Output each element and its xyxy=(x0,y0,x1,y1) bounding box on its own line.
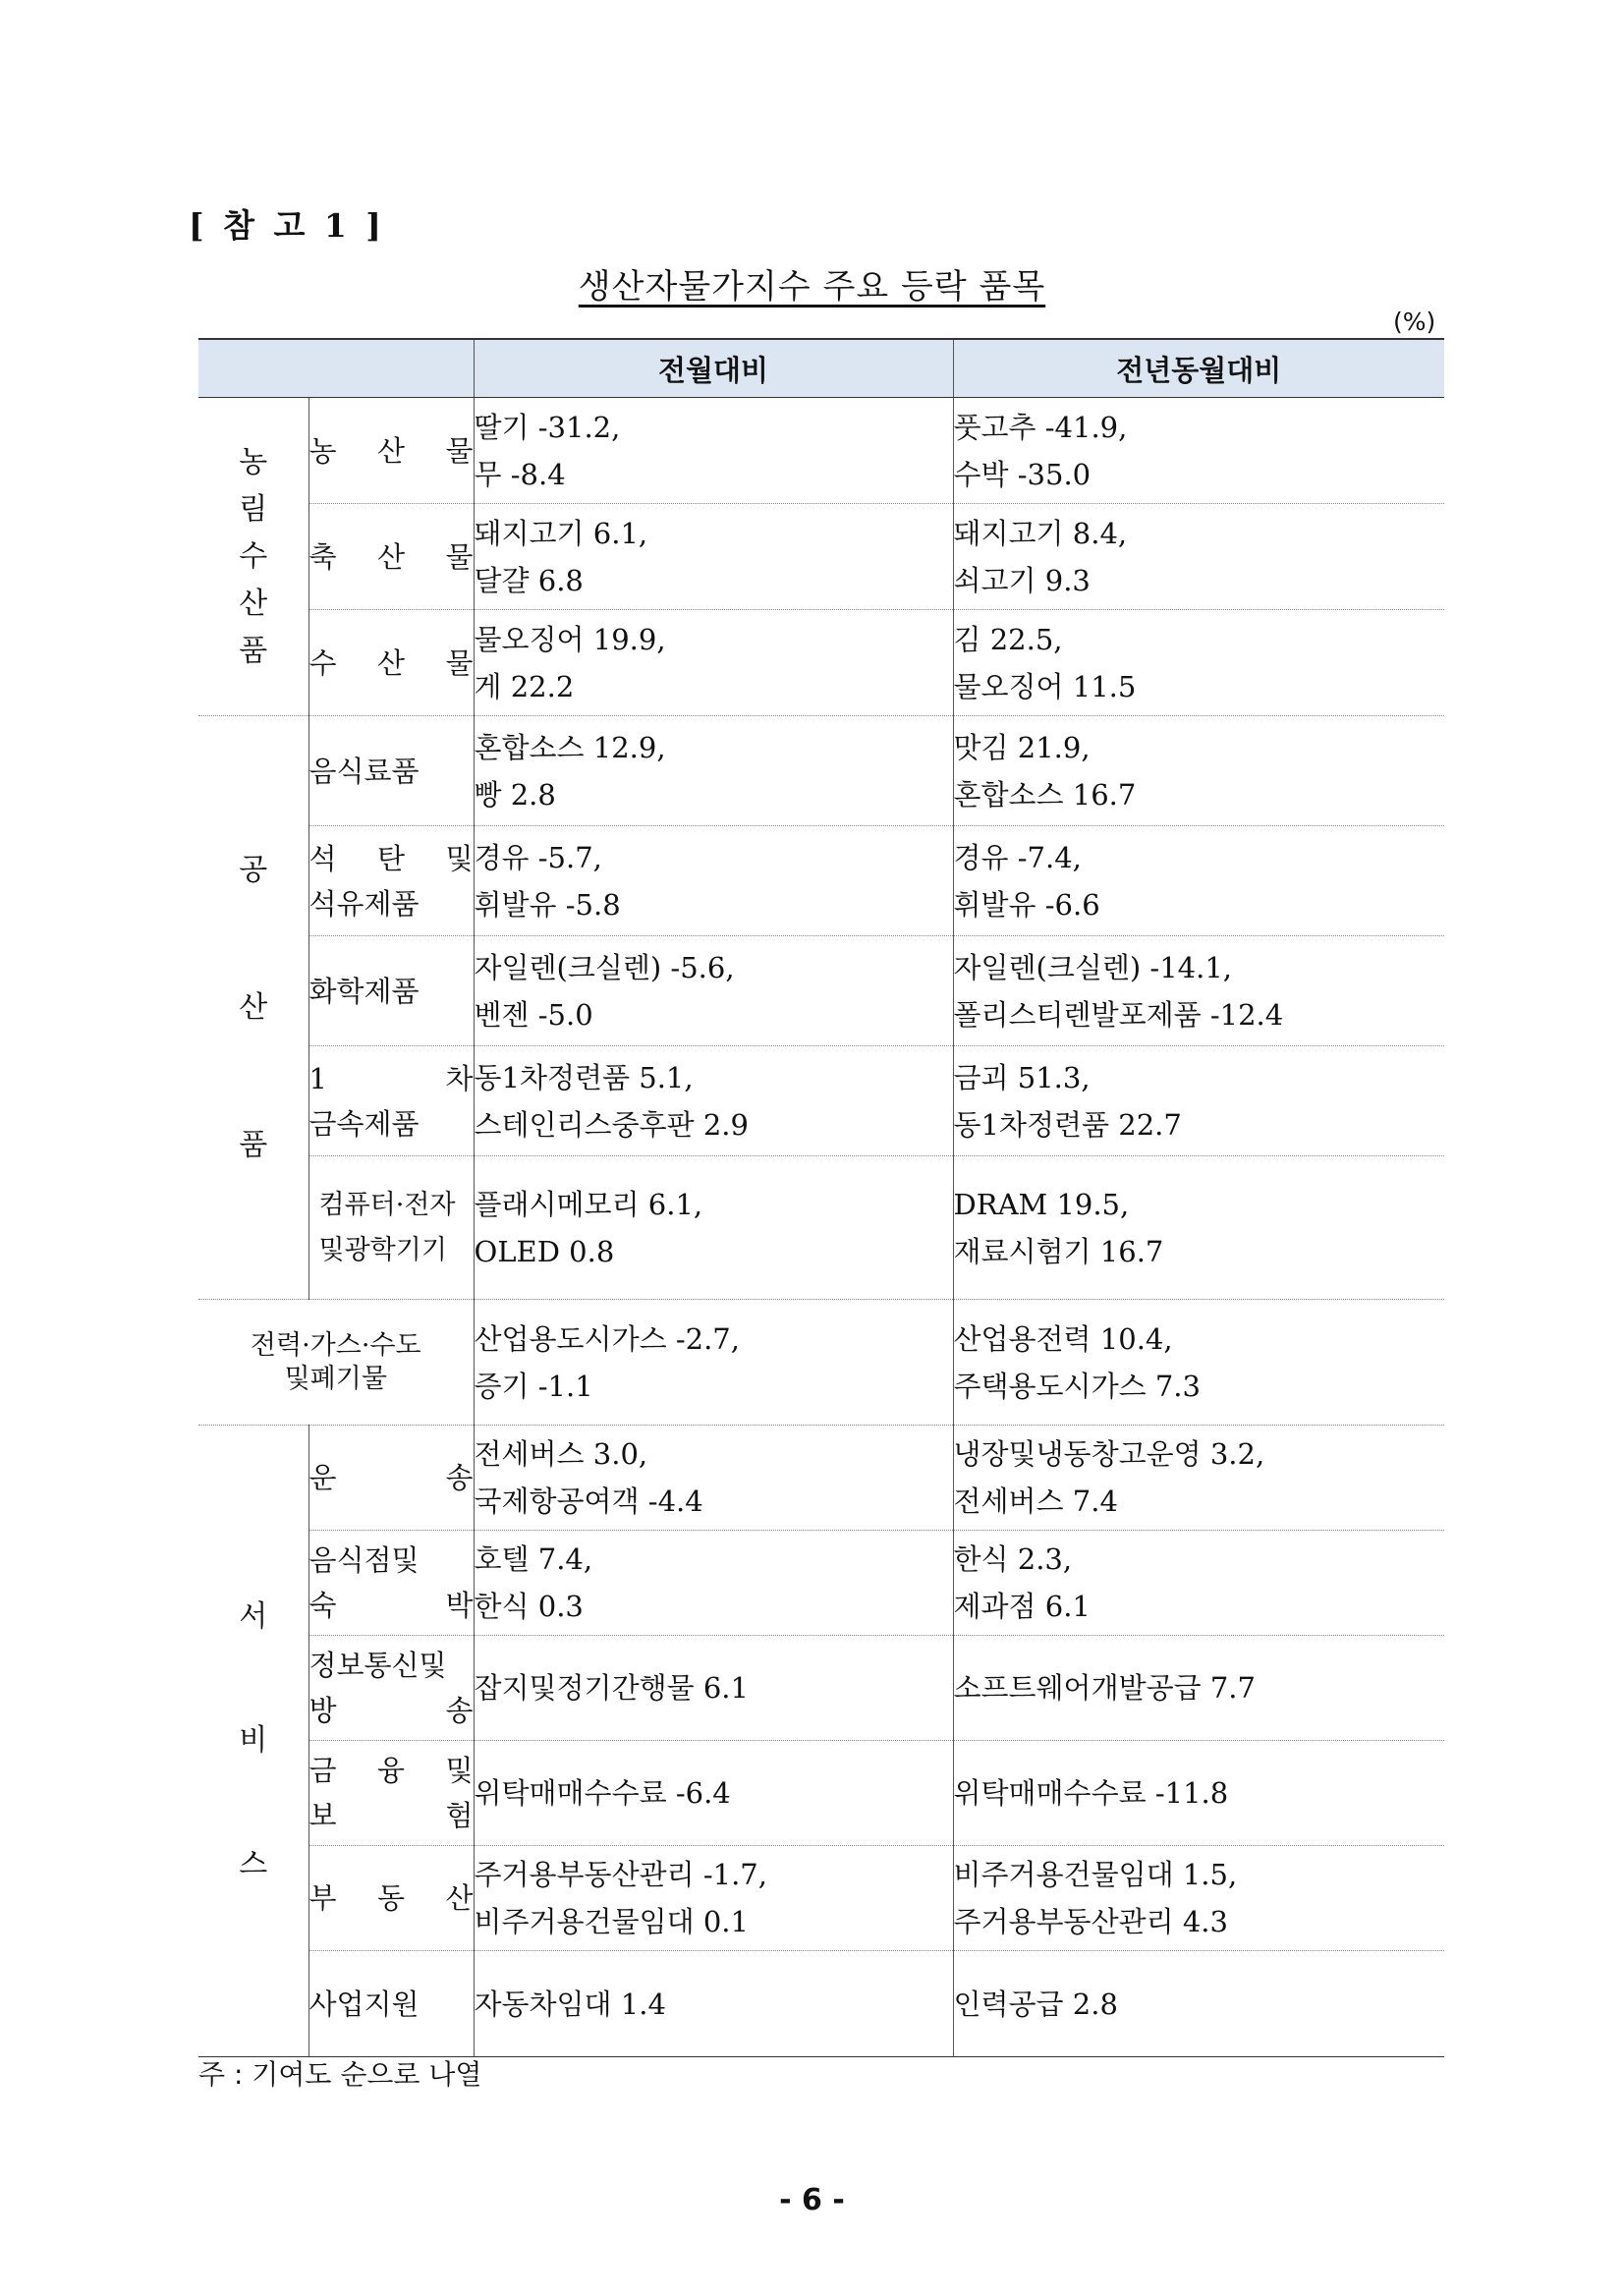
row-label: 음식점및 숙 박 xyxy=(308,1531,474,1636)
group-label-agri: 농 림 수 산 품 xyxy=(198,398,308,716)
mom-cell: 위탁매매수수료 -6.4 xyxy=(474,1741,953,1846)
yoy-cell: 자일렌(크실렌) -14.1, 폴리스티렌발포제품 -12.4 xyxy=(953,936,1444,1046)
mom-cell: 돼지고기 6.1, 달걀 6.8 xyxy=(474,504,953,610)
table-row xyxy=(198,610,1444,716)
row-label: 정보통신및 방 송 xyxy=(308,1636,474,1741)
yoy-cell: 경유 -7.4, 휘발유 -6.6 xyxy=(953,826,1444,936)
yoy-cell: 냉장및냉동창고운영 3.2, 전세버스 7.4 xyxy=(953,1426,1444,1531)
row-label: 금 융 및 보 험 xyxy=(308,1741,474,1846)
table-row xyxy=(198,1636,1444,1741)
group-label-elec: 전력·가스·수도 및폐기물 xyxy=(198,1300,474,1426)
yoy-cell: 산업용전력 10.4, 주택용도시가스 7.3 xyxy=(953,1300,1444,1426)
table-row xyxy=(198,1046,1444,1156)
page-number: - 6 - xyxy=(779,2183,845,2217)
table-row xyxy=(198,1300,1444,1426)
table-row xyxy=(198,716,1444,826)
mom-cell: 잡지및정기간행물 6.1 xyxy=(474,1636,953,1741)
group-label-industry: 공 산 품 xyxy=(198,716,308,1300)
table-row xyxy=(198,1741,1444,1846)
table-row xyxy=(198,1531,1444,1636)
yoy-cell: 위탁매매수수료 -11.8 xyxy=(953,1741,1444,1846)
table-row xyxy=(198,1156,1444,1300)
yoy-cell: 맛김 21.9, 혼합소스 16.7 xyxy=(953,716,1444,826)
row-label: 부 동 산 xyxy=(308,1846,474,1951)
page-title xyxy=(0,259,1624,308)
mom-cell: 딸기 -31.2, 무 -8.4 xyxy=(474,398,953,504)
page-title-text: 생산자물가지수 주요 등락 품목 xyxy=(578,267,1046,307)
group-label-service: 서 비 스 xyxy=(198,1426,308,2057)
header-mom: 전월대비 xyxy=(474,339,953,398)
footnote: 주 : 기여도 순으로 나열 xyxy=(198,2058,482,2091)
row-label: 축 산 물 xyxy=(308,504,474,610)
yoy-cell: 비주거용건물임대 1.5, 주거용부동산관리 4.3 xyxy=(953,1846,1444,1951)
yoy-cell: 소프트웨어개발공급 7.7 xyxy=(953,1636,1444,1741)
yoy-cell: 인력공급 2.8 xyxy=(953,1951,1444,2057)
mom-cell: 혼합소스 12.9, 빵 2.8 xyxy=(474,716,953,826)
mom-cell: 호텔 7.4, 한식 0.3 xyxy=(474,1531,953,1636)
table-row xyxy=(198,504,1444,610)
yoy-cell: 금괴 51.3, 동1차정련품 22.7 xyxy=(953,1046,1444,1156)
row-label: 수 산 물 xyxy=(308,610,474,716)
table-row xyxy=(198,826,1444,936)
row-label: 음식료품 xyxy=(308,716,474,826)
mom-cell: 물오징어 19.9, 게 22.2 xyxy=(474,610,953,716)
yoy-cell: 김 22.5, 물오징어 11.5 xyxy=(953,610,1444,716)
mom-cell: 주거용부동산관리 -1.7, 비주거용건물임대 0.1 xyxy=(474,1846,953,1951)
mom-cell: 산업용도시가스 -2.7, 증기 -1.1 xyxy=(474,1300,953,1426)
row-label: 농 산 물 xyxy=(308,398,474,504)
mom-cell: 경유 -5.7, 휘발유 -5.8 xyxy=(474,826,953,936)
row-label: 1 차 금속제품 xyxy=(308,1046,474,1156)
row-label: 사업지원 xyxy=(308,1951,474,2057)
yoy-cell: DRAM 19.5, 재료시험기 16.7 xyxy=(953,1156,1444,1300)
mom-cell: 전세버스 3.0, 국제항공여객 -4.4 xyxy=(474,1426,953,1531)
table-row xyxy=(198,1426,1444,1531)
yoy-cell: 돼지고기 8.4, 쇠고기 9.3 xyxy=(953,504,1444,610)
row-label: 화학제품 xyxy=(308,936,474,1046)
yoy-cell: 한식 2.3, 제과점 6.1 xyxy=(953,1531,1444,1636)
reference-label: [ 참 고 1 ] xyxy=(189,206,385,245)
table-row xyxy=(198,1846,1444,1951)
row-label: 석 탄 및 석유제품 xyxy=(308,826,474,936)
table-header-row xyxy=(198,339,1444,398)
row-label: 컴퓨터·전자 및광학기기 xyxy=(308,1156,474,1300)
row-label: 운 송 xyxy=(308,1426,474,1531)
price-change-table xyxy=(198,338,1444,2057)
header-blank xyxy=(198,339,474,398)
table-row xyxy=(198,398,1444,504)
mom-cell: 동1차정련품 5.1, 스테인리스중후판 2.9 xyxy=(474,1046,953,1156)
yoy-cell: 풋고추 -41.9, 수박 -35.0 xyxy=(953,398,1444,504)
mom-cell: 자일렌(크실렌) -5.6, 벤젠 -5.0 xyxy=(474,936,953,1046)
mom-cell: 자동차임대 1.4 xyxy=(474,1951,953,2057)
unit-label: (%) xyxy=(1393,308,1436,336)
mom-cell: 플래시메모리 6.1, OLED 0.8 xyxy=(474,1156,953,1300)
table-row xyxy=(198,1951,1444,2057)
table-row xyxy=(198,936,1444,1046)
header-yoy: 전년동월대비 xyxy=(953,339,1444,398)
